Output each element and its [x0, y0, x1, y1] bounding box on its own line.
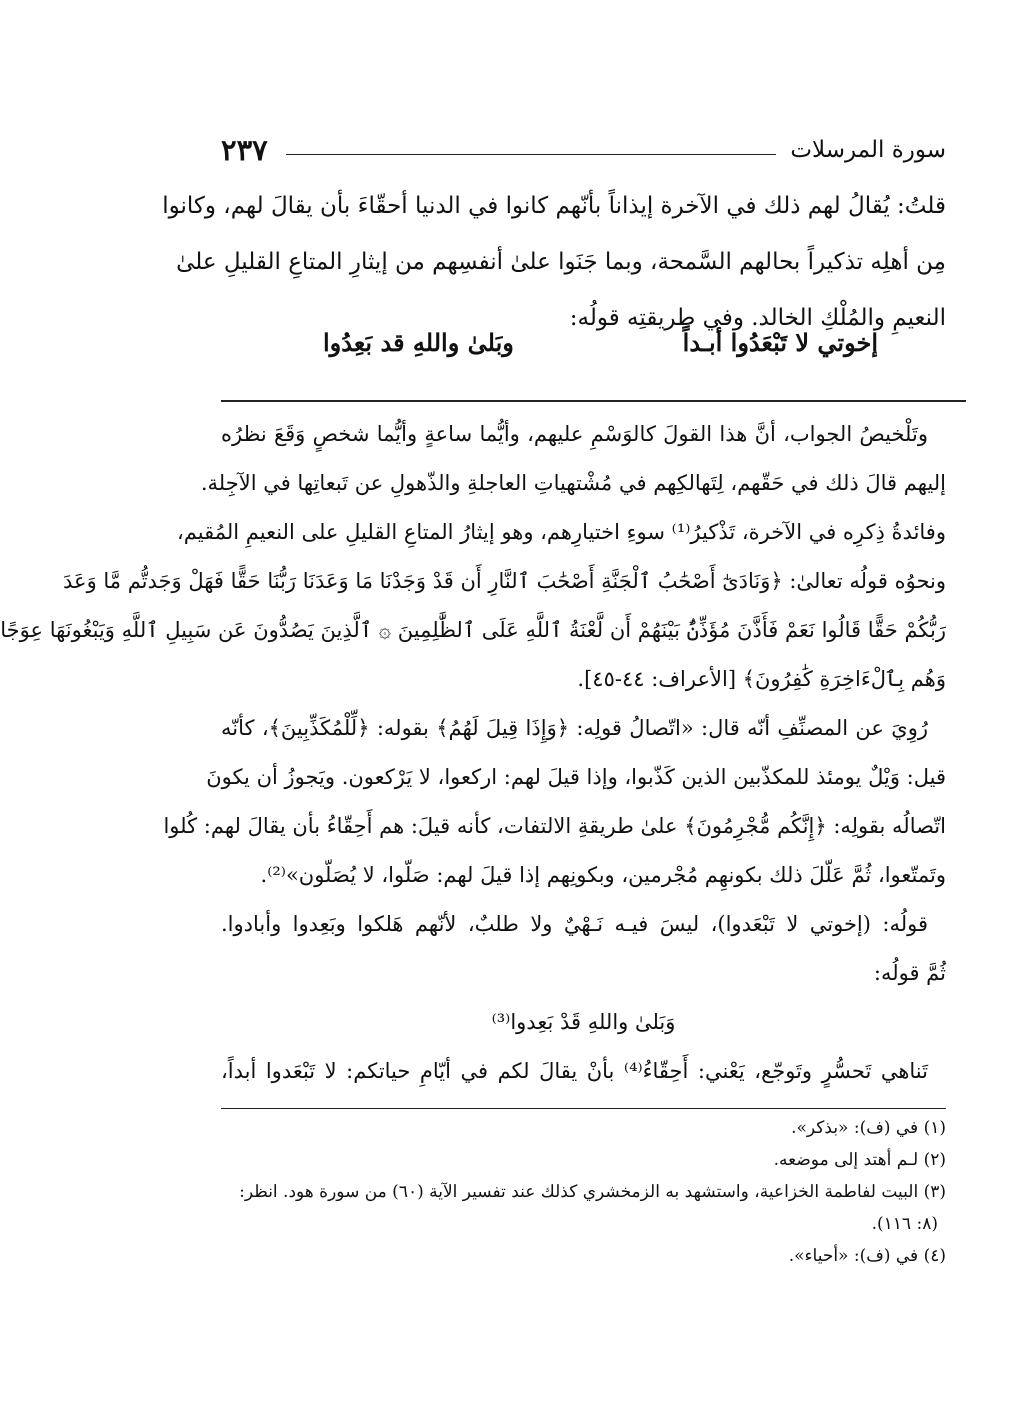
footnote: (٣) البيت لفاطمة الخزاعية، واستشهد به الزمخشري كذلك عند تفسير الآية (٦٠) من سورة هود. انظر: [239, 1182, 946, 1202]
commentary-line: إليهم قالَ ذلك في حَقّهم، لِتَهالكِهم في مُشْتهياتِ العاجلةِ والذّهولِ عن تَبعاتِها في الآجِلة. [200, 471, 946, 495]
page-number: ٢٣٧ [221, 133, 268, 167]
quran-quote-line: رَبُّكُمْ حَقًّا قَالُوا نَعَمْ فَأَذَّنَ مُؤَذِّنٌۢ بَيْنَهُمْ أَن لَّعْنَةُ ٱللَّهِ عَلَى ٱلظَّٰلِمِينَ ۞ ٱلَّذِينَ يَصُدُّونَ عَن سَبِيلِ ٱللَّهِ وَيَبْغُونَهَا عِوَجًا [0, 618, 946, 642]
commentary-line: تَناهي تَحسُّرٍ وتَوجّع، يَعْني: أَحِقّاءُ⁽⁴⁾ بأنْ يقالَ لكم في أيّامِ حياتكم: لا تَبْعَدوا أبداً، [221, 1059, 928, 1083]
commentary-line: ثُمَّ قولُه: [873, 961, 946, 985]
commentary-line: وفائدةُ ذِكرِه في الآخرة، تَذْكيرُ⁽¹⁾ سوءِ اختيارِهم، وهو إيثارُ المتاعِ القليلِ على النعيمِ المُقيم، [177, 520, 946, 544]
commentary-line: قولُه: (إخوتي لا تَبْعَدوا)، ليسَ فيـه نَـهْيٌ ولا طلبٌ، لأنّهم هَلكوا وبَعِدوا وأبادوا. [221, 912, 928, 936]
footnote-continuation: (٨: ١١٦). [871, 1214, 938, 1234]
commentary-line: وتَمتّعوا، ثُمَّ عَلّلَ ذلك بكونهِم مُجْرمين، وبكونِهم إذا قيلَ لهم: صَلّوا، لا يُصَلّون»⁽²⁾. [260, 863, 946, 887]
page-header [221, 128, 946, 172]
footnote: (١) في (ف): «بذكر». [791, 1118, 946, 1138]
quran-quote-line: وَهُم بِٱلْءَاخِرَةِ كَٰفِرُونَ﴾ [الأعراف: ٤٤-٤٥]. [577, 667, 946, 691]
verse-first-hemistich: إخوتي لا تَبْعَدُوا أبـداً [682, 328, 878, 357]
running-title: سورة المرسلات [790, 137, 946, 163]
verse-second-hemistich: وبَلىٰ واللهِ قد بَعِدُوا [323, 328, 514, 357]
footnote-separator [221, 1108, 946, 1109]
quoted-verse: وَبَلىٰ واللهِ قَدْ بَعِدوا⁽³⁾ [491, 1010, 676, 1034]
poetry-verse [323, 328, 878, 357]
main-line: قلتُ: يُقالُ لهم ذلك في الآخرة إيذاناً بأنّهم كانوا في الدنيا أحقّاءَ بأن يقالَ لهم، وكانوا [162, 193, 946, 219]
commentary-line: رُوِيَ عن المصنِّفِ أنّه قال: «اتّصالُ قولِه: ﴿وَإِذَا قِيلَ لَهُمُ﴾ بقوله: ﴿لِّلْمُكَذِّبِينَ﴾، كأنّه [221, 716, 928, 740]
main-line: مِن أهلِه تذكيراً بحالهم السَّمحة، وبما جَنَوا علىٰ أنفسِهم من إيثارِ المتاعِ القليلِ علىٰ [176, 249, 946, 275]
footnote: (٤) في (ف): «أحياء». [788, 1246, 946, 1266]
main-text [162, 178, 946, 346]
commentary-text [0, 410, 946, 1096]
footnote: (٢) لـم أهتد إلى موضعه. [773, 1150, 946, 1170]
header-rule [286, 154, 777, 155]
quran-quote-line: ونحوُه قولُه تعالىٰ: ﴿وَنَادَىٰٓ أَصْحَٰبُ ٱلْجَنَّةِ أَصْحَٰبَ ٱلنَّارِ أَن قَدْ وَجَدْنَا مَا وَعَدَنَا رَبُّنَا حَقًّا فَهَلْ وَجَدتُّم مَّا وَعَدَ [63, 569, 946, 593]
text-commentary-separator [221, 400, 966, 402]
commentary-line: وتَلْخيصُ الجواب، أنَّ هذا القولَ كالوَسْمِ عليهم، وأيُّما ساعةٍ وأيُّما شخصٍ وَقَعَ نظرُه [221, 422, 928, 446]
commentary-line: اتّصالُه بقولِه: ﴿إِنَّكُم مُّجْرِمُونَ﴾ علىٰ طريقةِ الالتفات، كأنه قيلَ: هم أَحِقّاءُ بأن يقالَ لهم: كُلوا [163, 814, 946, 838]
main-line: النعيمِ والمُلْكِ الخالد. وفي طريقتِه قولُه: [569, 305, 946, 331]
footnotes [221, 1112, 946, 1272]
commentary-line: قيل: وَيْلٌ يومئذ للمكذّبين الذين كَذّبوا، وإذا قيلَ لهم: اركعوا، لا يَرْكعون. ويَجوزُ أن يكونَ [206, 765, 946, 789]
